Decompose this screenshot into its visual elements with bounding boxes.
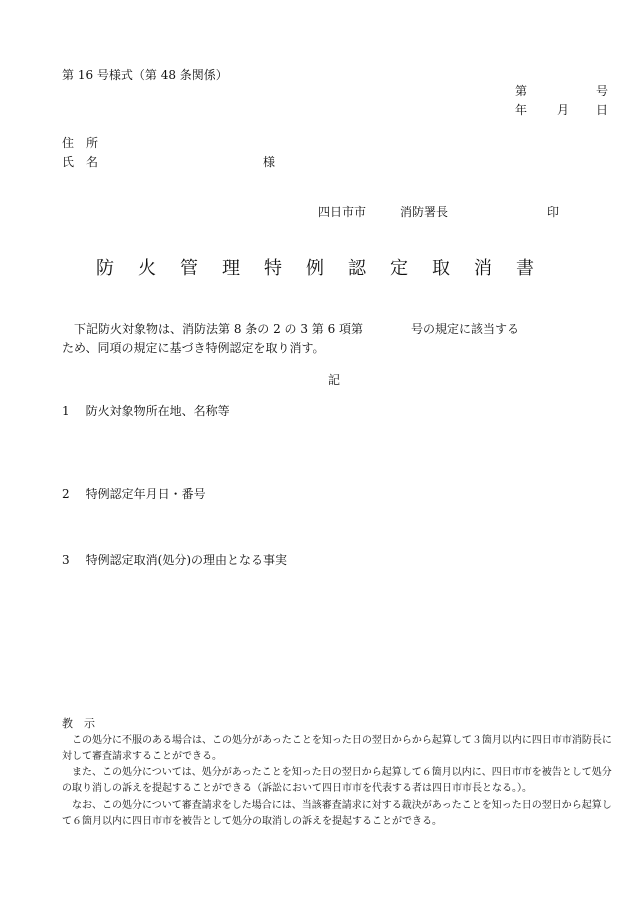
- notice-paragraph-1: この処分に不服のある場合は、この処分があったことを知った日の翌日からから起算して３箇月以内に四日市市消防長に対して審査請求することができる。: [62, 734, 612, 762]
- item-2: [62, 487, 206, 502]
- item-3: [62, 553, 287, 568]
- date-day: 日: [596, 103, 609, 117]
- form-id: 第 16 号様式（第 48 条関係）: [62, 68, 228, 82]
- notice-paragraph-2: また、この処分については、処分があったことを知った日の翌日から起算して６箇月以内に、四日市市を被告として処分の取り消しの訴えを提起することができる（訴訟において四日市市を代表する者は四日市市長となる。）。: [62, 767, 612, 795]
- item-number: 3: [62, 553, 70, 567]
- notice-paragraph-3: なお、この処分について審査請求をした場合には、当該審査請求に対する裁決があったことを知った日の翌日から起算して６箇月以内に四日市市を被告として処分の取消しの訴えを提起することができる。: [62, 799, 612, 827]
- item-1: [62, 404, 230, 419]
- honorific: 様: [263, 155, 276, 169]
- item-label: 防火対象物所在地、名称等: [85, 404, 230, 418]
- item-number: 1: [62, 404, 70, 418]
- date-year: 年: [515, 103, 528, 117]
- doc-number-suffix: 号: [596, 84, 609, 98]
- body-line-2: ため、同項の規定に基づき特例認定を取り消す。: [62, 341, 325, 356]
- item-label: 特例認定年月日・番号: [85, 487, 206, 501]
- doc-number-prefix: 第: [515, 84, 528, 98]
- seal-mark: 印: [547, 205, 560, 219]
- notice-heading: 教 示: [62, 717, 95, 730]
- date-month: 月: [557, 103, 570, 117]
- name-label: 氏 名: [62, 155, 99, 169]
- ki-label: 記: [328, 373, 341, 387]
- item-label: 特例認定取消(処分)の理由となる事実: [85, 553, 288, 567]
- issuer-title: 消防署長: [400, 205, 449, 219]
- document-title: 防火管理特例認定取消書: [96, 258, 558, 279]
- notice-section: [62, 715, 617, 830]
- item-number: 2: [62, 487, 70, 501]
- issuer-city: 四日市市: [318, 205, 367, 219]
- body-paragraph: [62, 320, 582, 358]
- body-line-1: 下記防火対象物は、消防法第 8 条の 2 の 3 第 6 項第 号の規定に該当する: [74, 322, 520, 336]
- address-label: 住 所: [62, 136, 99, 150]
